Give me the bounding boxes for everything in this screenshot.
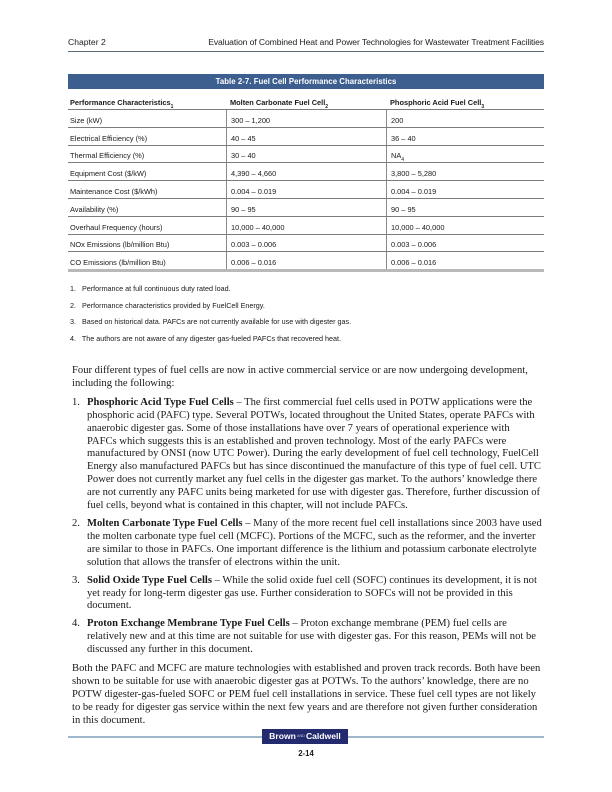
cell-pafc: 36 – 40 <box>386 128 544 145</box>
cell-characteristic: Maintenance Cost ($/kWh) <box>70 186 158 196</box>
cell-characteristic: Equipment Cost ($/kW) <box>70 169 147 179</box>
cell-pafc: 0.006 – 0.016 <box>386 252 544 269</box>
intro-paragraph: Four different types of fuel cells are now in active commercial service or are now undergoing development, including the following: <box>72 365 528 389</box>
table-row <box>68 199 544 217</box>
cell-mcfc: 30 – 40 <box>226 146 386 163</box>
cell-mcfc: 0.006 – 0.016 <box>226 252 386 269</box>
list-item: 2. Molten Carbonate Type Fuel Cells – Many of the more recent fuel cell installations since 2003 have used the molten carbonate type fuel cell (MCFC). Portions of the MCFC, such as the reformer, and the inverter are similar to those in PAFCs. One important difference is the lithium and potassium carbonate electrolyte solution that allows the transfer of electrons within the unit. <box>72 517 542 568</box>
cell-characteristic: Thermal Efficiency (%) <box>70 151 145 161</box>
body-text <box>72 365 542 734</box>
table-row <box>68 217 544 235</box>
cell-mcfc: 300 – 1,200 <box>226 110 386 127</box>
list-item: 1. Phosphoric Acid Type Fuel Cells – The first commercial fuel cells used in POTW applications were the phosphoric acid (PAFC) type. Several POTWs, located throughout the United States, operate PAFCs with anaerobic digester gas. Some of those installations have over 7 years of operational experience with PAFCs which suggests this is an established and proven technology. Most of the early PAFCs were manufactured by ONSI (now UTC Power). During the early development of fuel cell technology, FuelCell Energy also manufactured PAFCs but has since discontinued the manufacture of this type of fuel cell. UTC Power does not currently market any fuel cells in the digester gas market. To the authors’ knowledge there are not currently any PAFC units being marketed for use with digester gas. Therefore, further discussion of fuel cells, beyond what is contained in this chapter, will not include PAFCs. <box>72 396 541 512</box>
table-footnotes <box>70 281 540 347</box>
page-header <box>68 35 544 52</box>
table-title: Table 2-7. Fuel Cell Performance Characteristics <box>68 74 544 89</box>
footnote: 3. Based on historical data. PAFCs are not currently available for use with digester gas. <box>70 317 352 326</box>
fuel-cell-performance-table <box>68 74 544 272</box>
table-header-row <box>68 89 544 110</box>
document-title: Evaluation of Combined Heat and Power Technologies for Wastewater Treatment Facilities <box>208 37 544 47</box>
cell-pafc: 90 – 95 <box>386 199 544 216</box>
column-header-pafc: Phosphoric Acid Fuel Cell 3 <box>390 98 485 110</box>
fuel-cell-types-list <box>72 397 542 657</box>
footnote: 2. Performance characteristics provided by FuelCell Energy. <box>70 300 265 310</box>
cell-characteristic: CO Emissions (lb/million Btu) <box>70 258 166 268</box>
cell-mcfc: 40 – 45 <box>226 128 386 145</box>
list-item: 3. Solid Oxide Type Fuel Cells – While the solid oxide fuel cell (SOFC) continues its development, it is not yet ready for long-term digester gas use. Further consideration to SOFCs will not be provided in this document. <box>72 574 537 612</box>
conclusion-paragraph: Both the PAFC and MCFC are mature technologies with established and proven track records. Both have been shown to be suitable for use with anaerobic digester gas at POTWs. To the authors’ knowledge, there are no POTW digester-gas-fueled SOFC or PEM fuel cell installations in service. These fuel cell types are not likely to be ready for digester gas service within the next few years and are therefore not given further consideration in this document. <box>72 663 541 726</box>
cell-characteristic: Size (kW) <box>70 115 103 125</box>
list-item: 4. Proton Exchange Membrane Type Fuel Cells – Proton exchange membrane (PEM) fuel cells are relatively new and at this time are not suitable for use with digester gas. For this reason, PEMs will not be discussed any further in this document. <box>72 618 536 656</box>
cell-mcfc: 90 – 95 <box>226 199 386 216</box>
table-row <box>68 128 544 146</box>
cell-characteristic: NOx Emissions (lb/million Btu) <box>70 240 170 250</box>
cell-characteristic: Availability (%) <box>70 204 119 214</box>
cell-pafc: 3,800 – 5,280 <box>386 163 544 180</box>
table-row <box>68 181 544 199</box>
cell-mcfc: 0.003 – 0.006 <box>226 235 386 252</box>
cell-characteristic: Overhaul Frequency (hours) <box>70 222 163 232</box>
footnote: 1. Performance at full continuous duty rated load. <box>70 284 231 293</box>
cell-mcfc: 4,390 – 4,660 <box>226 163 386 180</box>
table-row <box>68 252 544 272</box>
table-row <box>68 163 544 181</box>
table-row <box>68 235 544 253</box>
column-header-mcfc: Molten Carbonate Fuel Cell 2 <box>230 98 329 110</box>
cell-pafc: 10,000 – 40,000 <box>386 217 544 234</box>
table-row <box>68 110 544 128</box>
cell-pafc: 0.004 – 0.019 <box>386 181 544 198</box>
table-row <box>68 146 544 164</box>
cell-pafc: NA 4 <box>386 146 544 163</box>
brown-and-caldwell-logo: BrownANDCaldwell <box>262 729 348 744</box>
cell-mcfc: 10,000 – 40,000 <box>226 217 386 234</box>
cell-pafc: 200 <box>386 110 544 127</box>
column-header-characteristic: Performance Characteristics 1 <box>70 98 174 110</box>
chapter-label: Chapter 2 <box>68 37 106 47</box>
cell-characteristic: Electrical Efficiency (%) <box>70 133 148 143</box>
cell-mcfc: 0.004 – 0.019 <box>226 181 386 198</box>
footnote: 4. The authors are not aware of any digester gas-fueled PAFCs that recovered heat. <box>70 333 342 343</box>
cell-pafc: 0.003 – 0.006 <box>386 235 544 252</box>
page-number: 2-14 <box>298 749 314 758</box>
